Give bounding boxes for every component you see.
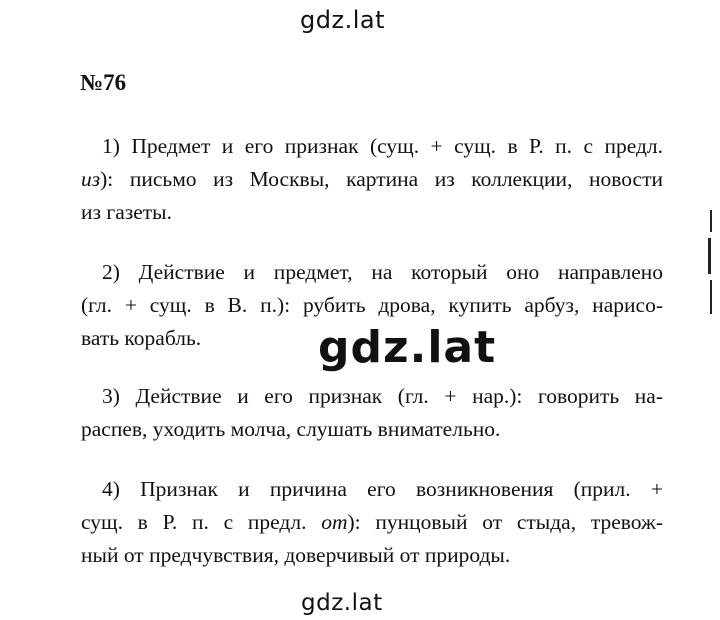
answer-item-3 [81, 380, 663, 446]
answer-line: 1) Предмет и его признак (сущ. + сущ. в Р. п. с предл. [102, 134, 663, 158]
answer-text: сущ. в Р. п. с предл. [81, 510, 322, 534]
preposition-italic: из [81, 167, 101, 191]
answer-text: ): письмо из Москвы, картина из коллекции, новости [100, 167, 663, 191]
answer-line: ный от предчувствия, доверчивый от природы. [81, 543, 511, 567]
answer-line: (гл. + сущ. в В. п.): рубить дрова, купить арбуз, нарисо- [81, 293, 663, 317]
answer-line: распев, уходить молча, слушать внимательно. [81, 417, 501, 441]
answer-text: ): пунцовый от стыда, тревож- [347, 510, 664, 534]
scan-edge-mark [706, 210, 714, 320]
answer-line [81, 163, 663, 196]
answer-line [81, 506, 663, 539]
answer-line: вать корабль. [81, 326, 202, 350]
watermark-top: gdz.lat [300, 6, 385, 34]
watermark-middle: gdz.lat [318, 322, 497, 373]
answer-line: 3) Действие и его признак (гл. + нар.): говорить на- [102, 384, 663, 408]
answer-line: 2) Действие и предмет, на который оно направлено [102, 260, 663, 284]
problem-number: №76 [80, 70, 127, 95]
preposition-italic: от [321, 510, 348, 534]
answer-item-4 [81, 473, 663, 572]
watermark-bottom: gdz.lat [301, 590, 383, 616]
answer-line: из газеты. [81, 200, 172, 224]
answer-item-1 [81, 130, 663, 229]
answer-line: 4) Признак и причина его возникновения (прил. + [102, 477, 663, 501]
